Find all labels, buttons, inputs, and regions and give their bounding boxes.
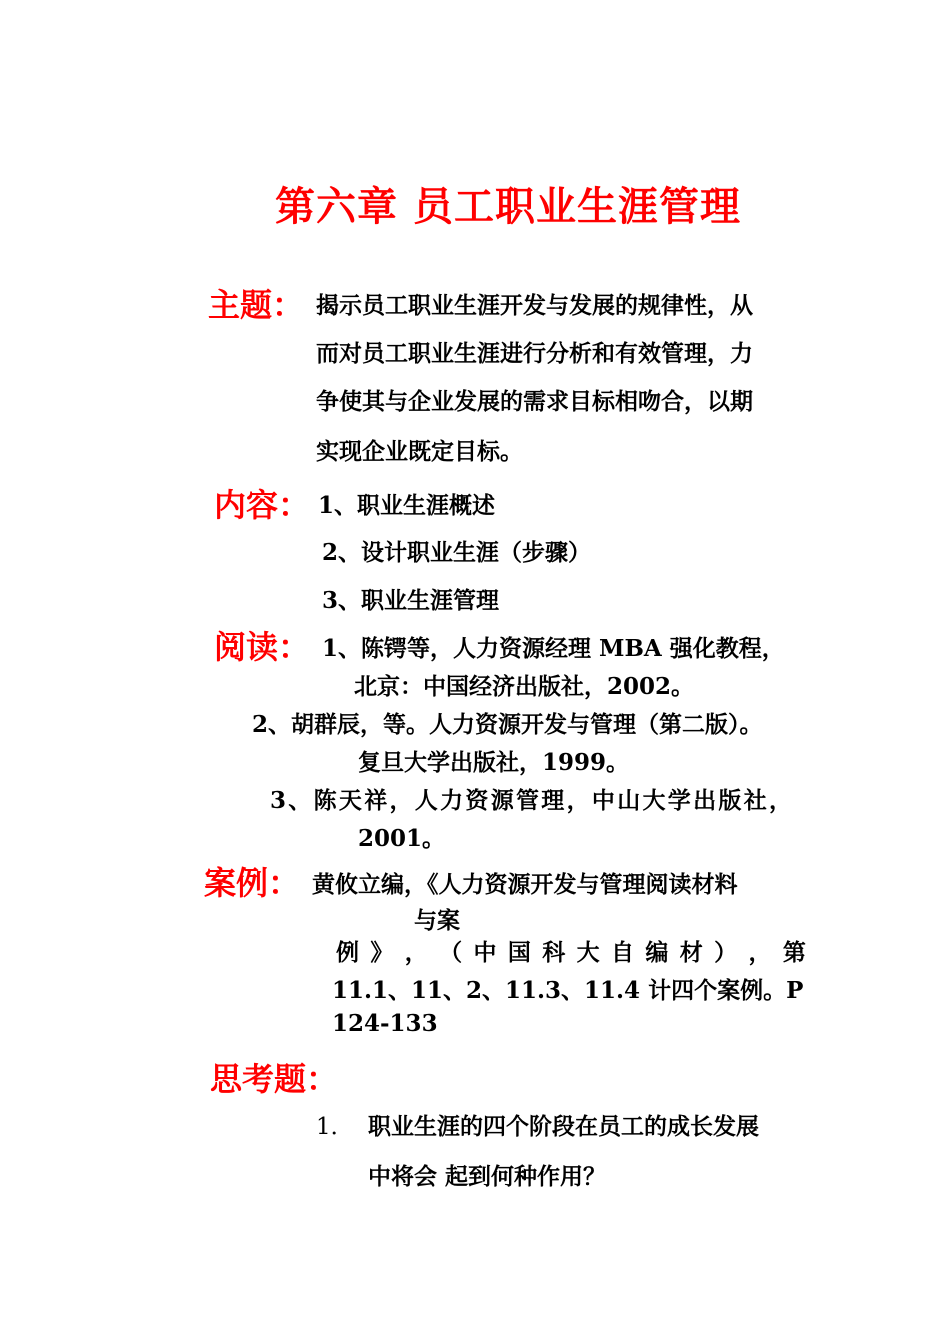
reading-line-3: 2、胡群辰，等。人力资源开发与管理（第二版）。 [252, 711, 763, 738]
theme-line-2: 而对员工职业生涯进行分析和有效管理，力 [316, 340, 753, 367]
cases-line-3-char: 大 [576, 939, 600, 966]
page-title: 第六章 员工职业生涯管理 [275, 183, 741, 230]
reading-label: 阅读： [214, 628, 311, 666]
cases-line-2: 与案 [414, 907, 460, 934]
reading-line-6: 2001。 [358, 825, 446, 852]
cases-line-3 [336, 934, 806, 967]
cases-line-3-char: 国 [507, 939, 531, 966]
cases-line-3-char: ， [748, 939, 772, 966]
question-number-1: 1． [316, 1114, 354, 1140]
questions-label: 思考题： [210, 1060, 339, 1098]
theme-line-1: 揭示员工职业生涯开发与发展的规律性，从 [316, 292, 753, 319]
cases-line-3-char: 例 [336, 939, 359, 966]
cases-line-3-char: ， [404, 939, 428, 966]
theme-label: 主题： [208, 286, 305, 324]
content-item-3: 3、职业生涯管理 [322, 587, 500, 614]
cases-line-3-char: 自 [611, 939, 634, 966]
cases-line-4: 11.1、11、2、11.3、11.4 计四个案例。P [332, 977, 804, 1004]
reading-line-5: 3、陈天祥，人力资源管理，中山大学出版社， [270, 787, 795, 814]
question-line-2: 中将会 起到何种作用？ [368, 1163, 607, 1190]
reading-line-4: 复旦大学出版社，1999。 [358, 749, 630, 776]
cases-line-3-char: （ [439, 939, 463, 966]
question-line-1: 职业生涯的四个阶段在员工的成长发展 [368, 1113, 759, 1140]
content-item-1: 1、职业生涯概述 [318, 492, 496, 519]
cases-line-3-char: 中 [473, 939, 497, 966]
cases-line-5: 124-133 [332, 1010, 438, 1037]
cases-line-3-char: ） [714, 939, 738, 966]
cases-line-1: 黄攸立编，《人力资源开发与管理阅读材料 [312, 871, 738, 898]
cases-line-3-char: 第 [782, 939, 806, 966]
cases-line-3-char: 材 [679, 939, 703, 966]
cases-line-3-char: 》 [370, 939, 394, 966]
content-item-2: 2、设计职业生涯（步骤） [322, 539, 592, 566]
cases-line-3-char: 编 [645, 939, 669, 966]
theme-line-3: 争使其与企业发展的需求目标相吻合，以期 [316, 388, 753, 415]
cases-line-3-char: 科 [542, 939, 566, 966]
cases-label: 案例： [204, 864, 301, 902]
reading-line-1: 1、陈锷等，人力资源经理 MBA 强化教程， [322, 635, 785, 662]
reading-line-2: 北京：中国经济出版社，2002。 [354, 673, 695, 700]
content-label: 内容： [214, 486, 311, 524]
theme-line-4: 实现企业既定目标。 [316, 438, 523, 465]
